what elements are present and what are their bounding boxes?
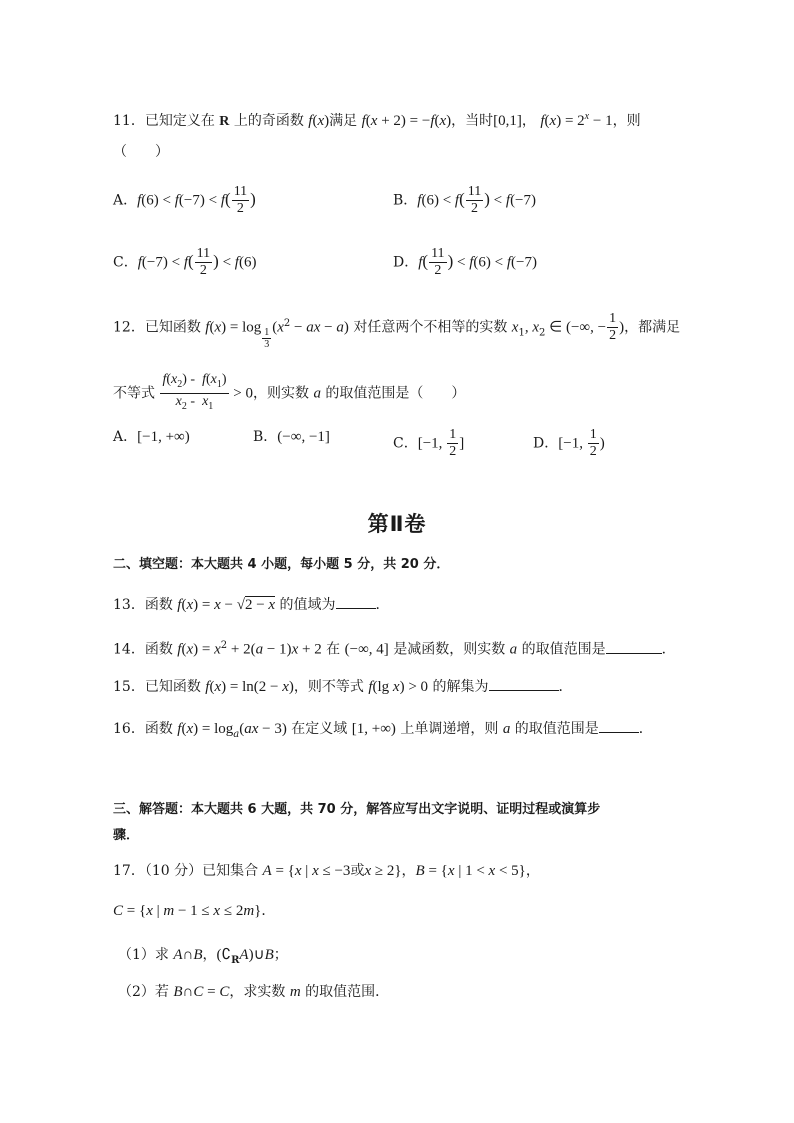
- q17-part2: （2）若 B∩C = C，求实数 m 的取值范围．: [118, 984, 390, 1000]
- q12-option-d: D．[−1, $\frac{1}{2}$ ): [533, 427, 605, 459]
- q13: 13．函数 f(x) = x − √2 − x 的值域为 ．: [113, 597, 390, 613]
- section-answer-header-line2: 骤．: [113, 828, 140, 843]
- q16: 16．函数 $f(x) = \log_a(ax - 3)$ 在定义域 [1, +∞) 上单调递增，则 a 的取值范围是 ．: [113, 721, 653, 740]
- q17-part1: （1）求 A∩B，$(∁_RA)\cup B$；: [118, 947, 288, 966]
- q11-stem: 11．已知定义在 R 上的奇函数 f(x)满足 f(x + 2) = −f(x)，当时[0,1]， $f(x) = 2^x - 1$，则: [113, 111, 641, 129]
- q15: 15．已知函数 f(x) = ln(2 − x)，则不等式 f(lg x) > 0 的解集为 ．: [113, 679, 573, 695]
- section-fill-in-header: 二、填空题：本大题共 4 小题，每小题 5 分，共 20 分．: [113, 557, 450, 572]
- q17-stem: 17．（10 分）已知集合 A = {x | x ≤ −3或x ≥ 2}，B = {x | 1 < x < 5}，: [113, 863, 540, 879]
- q12-option-a: A．[−1, +∞): [113, 429, 190, 445]
- q17-stem2: C = {x | m − 1 ≤ x ≤ 2m}．: [113, 903, 276, 919]
- q11-option-c: C．f(−7) < f( $\frac{11}{2}$ ) < f(6): [113, 246, 257, 278]
- volume-title: 第Ⅱ卷: [367, 512, 427, 536]
- q14: 14．函数 $f(x) = x^2 + 2(a - 1)x + 2$ 在 (−∞, 4] 是减函数，则实数 a 的取值范围是 ．: [113, 640, 676, 658]
- q11-paren: （ ）: [113, 144, 169, 160]
- q12-option-b: B．(−∞, −1]: [253, 429, 330, 445]
- q11-option-d: D．f( $\frac{11}{2}$ ) < f(6) < f(−7): [393, 246, 537, 278]
- q12-stem2: 不等式 $\frac{f(x_2) - f(x_1)}{x_2 - x_1}$ > 0，则实数 a 的取值范围是（ ）: [113, 372, 466, 412]
- q12-option-c: C．[−1, $\frac{1}{2}$ ]: [393, 427, 465, 459]
- section-answer-header-line1: 三、解答题：本大题共 6 大题，共 70 分，解答应写出文字说明、证明过程或演算步: [113, 802, 601, 817]
- q11-option-b: B．f(6) < f( $\frac{11}{2}$ ) < f(−7): [393, 184, 537, 216]
- q12-stem: 12．已知函数 f(x) = log $_{\frac{1}{3}}$ ($x^2$ − ax − a) 对任意两个不相等的实数 $x_1$, $x_2$ ∈ (−∞, − $\frac{1}{2}$ )，都满足: [113, 311, 681, 351]
- q11-option-a: A．f(6) < f(−7) < f( $\frac{11}{2}$ ): [113, 184, 256, 216]
